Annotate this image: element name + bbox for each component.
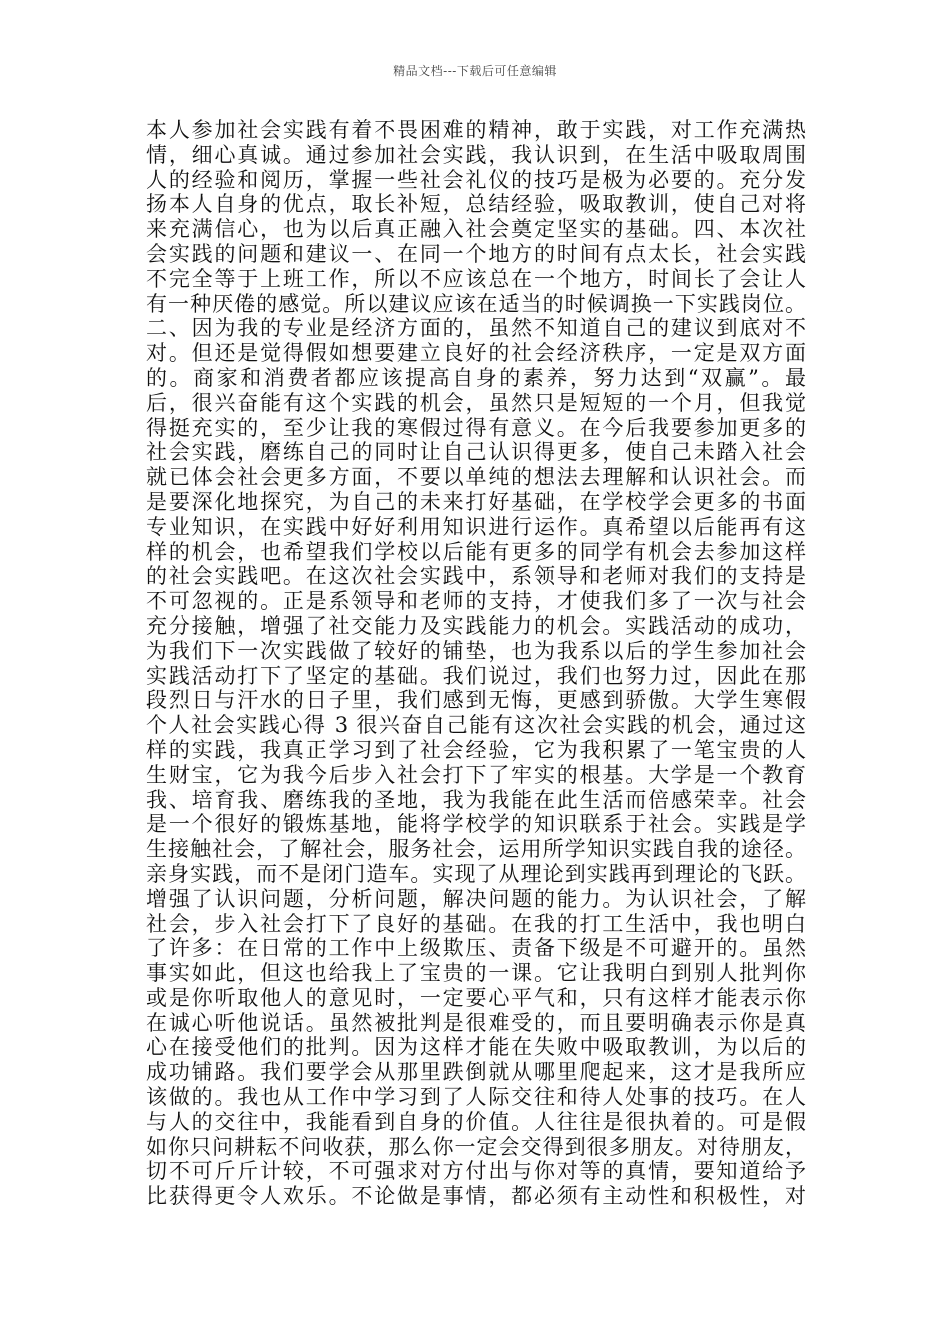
text-line: 充分接触，增强了社交能力及实践能力的机会。实践活动的成功， <box>146 613 806 638</box>
text-line: 我、培育我、磨练我的圣地，我为我能在此生活而倍感荣幸。社会 <box>146 787 806 812</box>
text-line: 或是你听取他人的意见时，一定要心平气和，只有这样才能表示你 <box>146 985 806 1010</box>
text-line: 与人的交往中，我能看到自身的价值。人往往是很执着的。可是假 <box>146 1109 806 1134</box>
text-line: 了许多：在日常的工作中上级欺压、责备下级是不可避开的。虽然 <box>146 936 806 961</box>
text-line: 生接触社会，了解社会，服务社会，运用所学知识实践自我的途径。 <box>146 837 806 862</box>
text-line: 增强了认识问题，分析问题，解决问题的能力。为认识社会，了解 <box>146 886 806 911</box>
text-line: 会实践的问题和建议一、在同一个地方的时间有点太长，社会实践 <box>146 241 806 266</box>
text-line: 二、因为我的专业是经济方面的，虽然不知道自己的建议到底对不 <box>146 316 806 341</box>
text-line: 心在接受他们的批判。因为这样才能在失败中吸取教训，为以后的 <box>146 1035 806 1060</box>
text-line: 社会实践，磨练自己的同时让自己认识得更多，使自己未踏入社会 <box>146 440 806 465</box>
text-line: 为我们下一次实践做了较好的铺垫，也为我系以后的学生参加社会 <box>146 638 806 663</box>
text-line: 事实如此，但这也给我上了宝贵的一课。它让我明白到别人批判你 <box>146 961 806 986</box>
text-line: 如你只问耕耘不问收获，那么你一定会交得到很多朋友。对待朋友， <box>146 1134 806 1159</box>
text-line: 的。商家和消费者都应该提高自身的素养，努力达到“双赢”。最 <box>146 365 806 390</box>
text-line: 亲身实践，而不是闭门造车。实现了从理论到实践再到理论的飞跃。 <box>146 861 806 886</box>
text-line: 切不可斤斤计较，不可强求对方付出与你对等的真情，要知道给予 <box>146 1159 806 1184</box>
text-line: 不完全等于上班工作，所以不应该总在一个地方，时间长了会让人 <box>146 266 806 291</box>
text-line: 来充满信心，也为以后真正融入社会奠定坚实的基础。四、本次社 <box>146 217 806 242</box>
text-line: 段烈日与汗水的日子里，我们感到无悔，更感到骄傲。大学生寒假 <box>146 688 806 713</box>
text-line: 实践活动打下了坚定的基础。我们说过，我们也努力过，因此在那 <box>146 663 806 688</box>
text-line: 在诚心听他说话。虽然被批判是很难受的，而且要明确表示你是真 <box>146 1010 806 1035</box>
text-line: 样的机会，也希望我们学校以后能有更多的同学有机会去参加这样 <box>146 539 806 564</box>
text-line: 生财宝，它为我今后步入社会打下了牢实的根基。大学是一个教育 <box>146 762 806 787</box>
text-line: 有一种厌倦的感觉。所以建议应该在适当的时候调换一下实践岗位。 <box>146 291 806 316</box>
text-line: 得挺充实的，至少让我的寒假过得有意义。在今后我要参加更多的 <box>146 415 806 440</box>
text-line: 对。但还是觉得假如想要建立良好的社会经济秩序，一定是双方面 <box>146 341 806 366</box>
text-line: 个人社会实践心得 3 很兴奋自己能有这次社会实践的机会，通过这 <box>146 713 806 738</box>
text-line: 本人参加社会实践有着不畏困难的精神，敢于实践，对工作充满热 <box>146 118 806 142</box>
text-line: 专业知识，在实践中好好利用知识进行运作。真希望以后能再有这 <box>146 514 806 539</box>
text-line: 该做的。我也从工作中学习到了人际交往和待人处事的技巧。在人 <box>146 1085 806 1110</box>
text-line: 后，很兴奋能有这个实践的机会，虽然只是短短的一个月，但我觉 <box>146 390 806 415</box>
text-line: 是一个很好的锻炼基地，能将学校学的知识联系于社会。实践是学 <box>146 812 806 837</box>
text-line: 社会，步入社会打下了良好的基础。在我的打工生活中，我也明白 <box>146 911 806 936</box>
body-text <box>146 118 806 1209</box>
text-line: 情，细心真诚。通过参加社会实践，我认识到，在生活中吸取周围 <box>146 142 806 167</box>
text-line: 样的实践，我真正学习到了社会经验，它为我积累了一笔宝贵的人 <box>146 737 806 762</box>
text-line: 是要深化地探究，为自己的未来打好基础，在学校学会更多的书面 <box>146 489 806 514</box>
text-line: 成功铺路。我们要学会从那里跌倒就从哪里爬起来，这才是我所应 <box>146 1060 806 1085</box>
text-line: 比获得更令人欢乐。不论做是事情，都必须有主动性和积极性，对 <box>146 1184 806 1209</box>
text-line: 扬本人自身的优点，取长补短，总结经验，吸取教训，使自己对将 <box>146 192 806 217</box>
text-line: 就已体会社会更多方面，不要以单纯的想法去理解和认识社会。而 <box>146 465 806 490</box>
text-line: 人的经验和阅历，掌握一些社会礼仪的技巧是极为必要的。充分发 <box>146 167 806 192</box>
text-line: 的社会实践吧。在这次社会实践中，系领导和老师对我们的支持是 <box>146 564 806 589</box>
page-header: 精品文档---下载后可任意编辑 <box>393 64 557 78</box>
text-line: 不可忽视的。正是系领导和老师的支持，才使我们多了一次与社会 <box>146 589 806 614</box>
